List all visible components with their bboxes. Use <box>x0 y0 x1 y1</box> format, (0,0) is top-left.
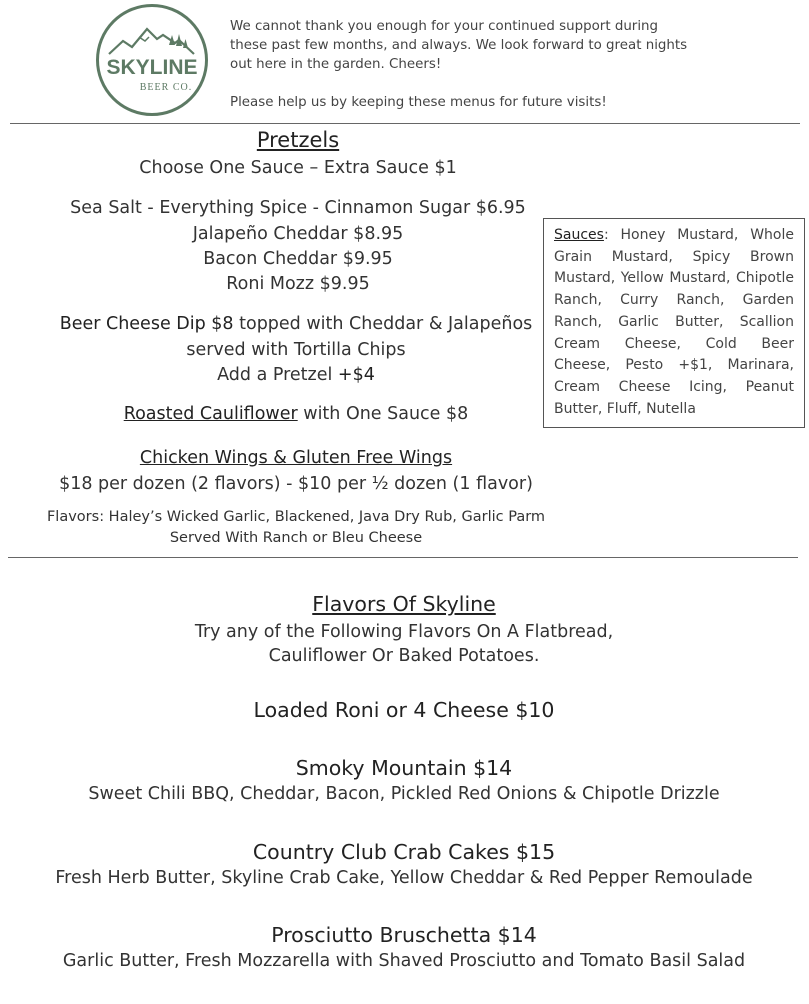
logo-name: SKYLINE <box>106 56 198 79</box>
logo-subtitle: BEER CO. <box>139 82 193 93</box>
flavor-item-name: Country Club Crab Cakes $15 <box>252 840 556 864</box>
cauliflower-line <box>46 404 546 424</box>
intro-line: these past few months, and always. We look forward to great nights <box>230 38 688 53</box>
flavors-intro-line: Cauliflower Or Baked Potatoes. <box>268 646 540 666</box>
beer-cheese-line <box>46 314 546 334</box>
flavor-item-name: Loaded Roni or 4 Cheese $10 <box>253 698 555 722</box>
intro-note: Please help us by keeping these menus for future visits! <box>230 95 607 110</box>
skyline-logo <box>96 4 208 116</box>
pretzel-item: Roni Mozz $9.95 <box>226 274 370 294</box>
beer-cheese-addon <box>46 365 546 385</box>
addon-text: Add a Pretzel <box>217 365 338 385</box>
cauliflower-name: Roasted Cauliflower <box>123 404 298 424</box>
divider <box>10 123 800 124</box>
beer-cheese-desc: topped with Cheddar & Jalapeños <box>233 314 533 334</box>
flavors-title: Flavors Of Skyline <box>312 592 496 616</box>
intro-line: out here in the garden. Cheers! <box>230 57 442 72</box>
cauliflower-desc: with One Sauce $8 <box>297 404 469 424</box>
addon-price: +$4 <box>337 365 375 385</box>
wings-served: Served With Ranch or Bleu Cheese <box>169 530 423 546</box>
sauces-label: Sauces <box>554 227 604 243</box>
pretzel-item: Jalapeño Cheddar $8.95 <box>192 224 404 244</box>
pretzel-item: Sea Salt - Everything Spice - Cinnamon Sugar $6.95 <box>70 198 526 218</box>
wings-pricing: $18 per dozen (2 flavors) - $10 per ½ dozen (1 flavor) <box>59 474 533 494</box>
pretzel-item: Bacon Cheddar $9.95 <box>203 249 393 269</box>
pretzels-subtitle: Choose One Sauce – Extra Sauce $1 <box>139 158 457 178</box>
flavor-item-name: Smoky Mountain $14 <box>295 756 513 780</box>
flavors-intro-line: Try any of the Following Flavors On A Flatbread, <box>194 622 614 642</box>
wings-flavors: Flavors: Haley’s Wicked Garlic, Blackened, Java Dry Rub, Garlic Parm <box>46 509 546 525</box>
wings-title: Chicken Wings & Gluten Free Wings <box>139 448 453 468</box>
sauces-list: : Honey Mustard, Whole Grain Mustard, Spicy Brown Mustard, Yellow Mustard, Chipotle Ranch, Curry Ranch, Garden Ranch, Garlic Butter, Scallion Cream Cheese, Cold Beer Cheese, Pesto +$1, Marinara, Cream Cheese Icing, Peanut Butter, Fluff, Nutella <box>554 227 794 417</box>
beer-cheese-name: Beer Cheese Dip $8 <box>59 314 234 334</box>
sauces-box <box>543 218 805 428</box>
pretzels-title: Pretzels <box>256 128 340 152</box>
flavor-item-name: Prosciutto Bruschetta $14 <box>271 923 537 947</box>
intro-message <box>230 17 687 112</box>
divider <box>8 557 798 558</box>
beer-cheese-served: served with Tortilla Chips <box>186 340 406 360</box>
flavor-item-desc: Garlic Butter, Fresh Mozzarella with Shaved Prosciutto and Tomato Basil Salad <box>62 951 746 971</box>
flavor-item-desc: Sweet Chili BBQ, Cheddar, Bacon, Pickled Red Onions & Chipotle Drizzle <box>88 784 720 804</box>
intro-line: We cannot thank you enough for your continued support during <box>230 19 659 34</box>
flavor-item-desc: Fresh Herb Butter, Skyline Crab Cake, Yellow Cheddar & Red Pepper Remoulade <box>55 868 753 888</box>
